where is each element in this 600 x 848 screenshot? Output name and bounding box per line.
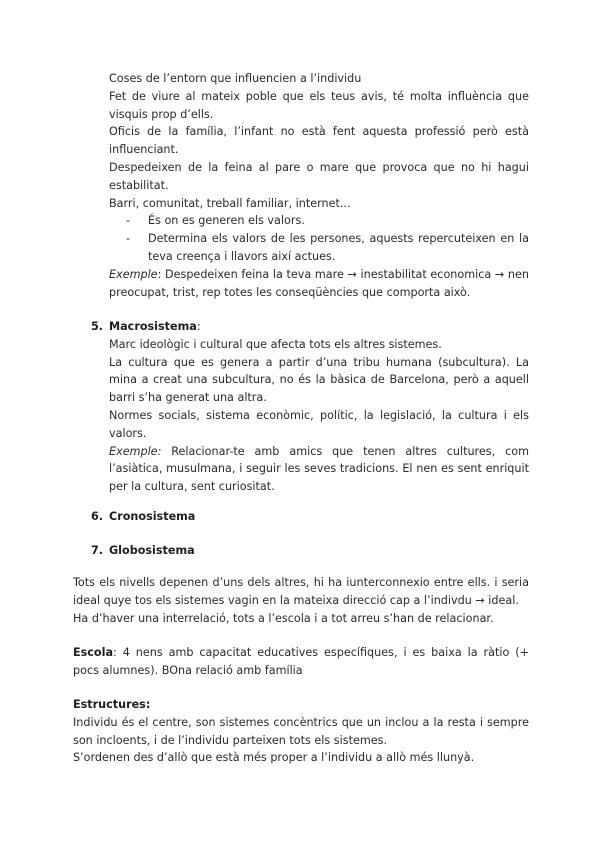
example-label: Exemple xyxy=(109,267,158,281)
section-heading xyxy=(73,696,529,714)
section-number: 7. xyxy=(91,544,104,557)
estructures-section xyxy=(73,696,529,767)
chronosystem-heading xyxy=(109,508,529,526)
dash-bullet: - xyxy=(126,232,131,246)
exosystem-section xyxy=(109,70,529,301)
list-item xyxy=(126,212,529,230)
section-number: 6. xyxy=(91,510,104,523)
example-paragraph xyxy=(109,266,529,302)
dash-bullet: - xyxy=(126,214,131,228)
macrosystem-section xyxy=(109,318,529,496)
heading-text: Macrosistema xyxy=(109,320,197,333)
section-number: 5. xyxy=(91,320,104,333)
paragraph: Barri, comunitat, treball familiar, internet... xyxy=(109,196,351,210)
paragraph: Marc ideològic i cultural que afecta tots els altres sistemes. xyxy=(109,337,442,351)
list-item-text: És on es generen els valors. xyxy=(148,214,305,228)
paragraph: Despedeixen de la feina al pare o mare que provoca que no hi hagui estabilitat. xyxy=(109,160,529,192)
heading-text: Globosistema xyxy=(109,544,195,557)
section-heading xyxy=(109,318,529,336)
example-text: : Despedeixen feina la teva mare → inestabilitat economica → nen preocupat, trist, rep totes les conseqüències que comporta això. xyxy=(109,267,529,299)
interconnection-paragraph xyxy=(73,574,529,627)
paragraph: Oficis de la família, l’infant no està fent aquesta professió però està influenciant. xyxy=(109,125,529,157)
example-label: Exemple: xyxy=(109,444,162,458)
escola-text: : 4 nens amb capacitat educatives específiques, i es baixa la ràtio (+ pocs alumnes). BOna relació amb família xyxy=(73,646,529,677)
heading-text: Estructures: xyxy=(73,698,151,711)
paragraph: La cultura que es genera a partir d’una tribu humana (subcultura). La mina a creat una subcultura, no és la bàsica de Barcelona, però a aquell barri s’ha generat una altra. xyxy=(109,355,529,405)
paragraph: Ha d’haver una interrelació, tots a l’escola i a tot arreu s’han de relacionar. xyxy=(73,611,494,625)
heading-text: Cronosistema xyxy=(109,510,196,523)
paragraph: S’ordenen des d’allò que està més proper a l’individu a allò més llunyà. xyxy=(73,751,475,765)
paragraph: Normes socials, sistema econòmic, polític, la legislació, la cultura i els valors. xyxy=(109,408,529,440)
globosystem-heading xyxy=(109,542,529,560)
dash-list xyxy=(126,212,529,265)
example-text: Relacionar-te amb amics que tenen altres cultures, com l’asiàtica, musulmana, i seguir les seves tradicions. El nen es sent enriquit per la cultura, sent curiositat. xyxy=(109,444,529,494)
list-item xyxy=(126,230,529,266)
paragraph: Coses de l’entorn que influencien a l’individu xyxy=(109,72,362,85)
paragraph xyxy=(73,644,529,680)
paragraph: Individu és el centre, son sistemes concèntrics que un inclou a la resta i sempre son incloents, i de l’individu parteixen tots els sistemes. xyxy=(73,715,529,747)
example-paragraph xyxy=(109,443,529,496)
list-item-text: Determina els valors de les persones, aquests repercuteixen en la teva creença i llavors així actues. xyxy=(148,232,529,263)
escola-label: Escola xyxy=(73,646,114,659)
heading-colon: : xyxy=(196,320,201,333)
paragraph: Fet de viure al mateix poble que els teus avis, té molta influència que visquis prop d’ells. xyxy=(109,89,529,121)
paragraph: Tots els nivells depenen d’uns dels altres, hi ha iunterconnexio entre ells. i seria ideal quye tos els sistemes vagin en la mateixa direcció cap a l’indivdu → ideal. xyxy=(73,576,529,607)
escola-paragraph xyxy=(73,644,529,680)
